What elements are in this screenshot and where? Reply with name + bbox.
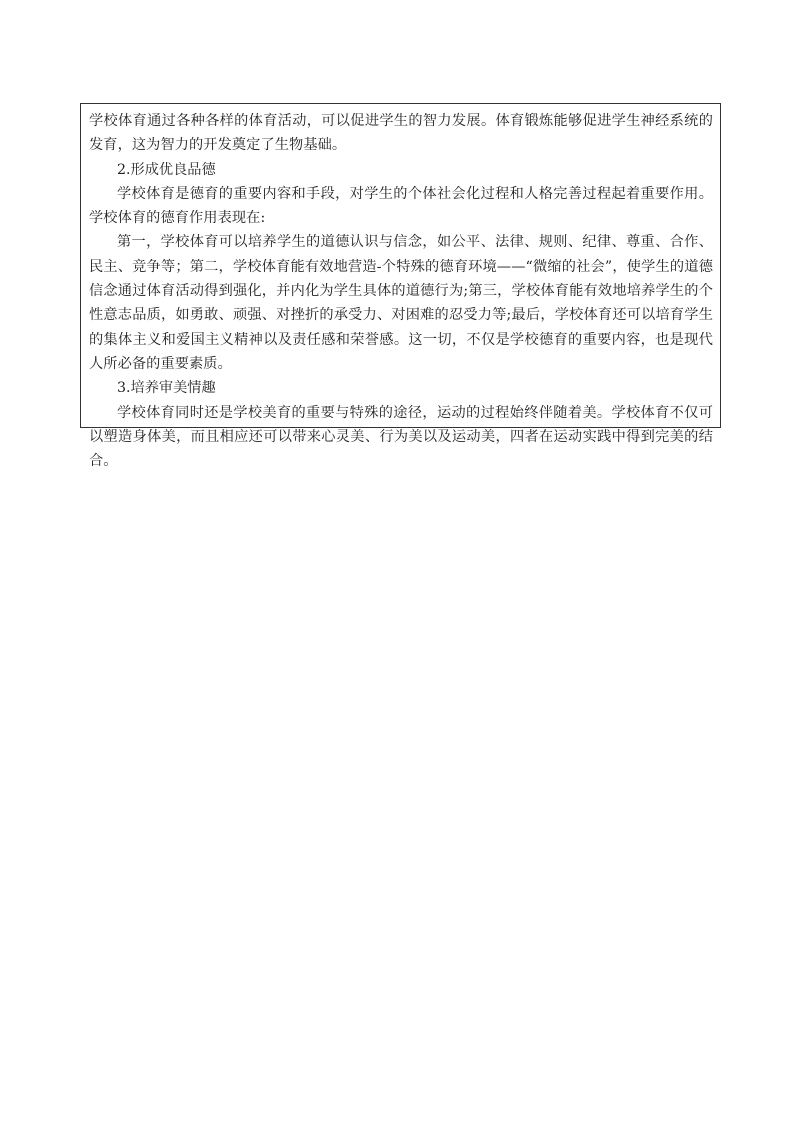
section-heading-morality: 2.形成优良品德 [117, 161, 216, 178]
paragraph-intellect: 学校体育通过各种各样的体育活动，可以促进学生的智力发展。体育锻炼能够促进学生神经系统的发育，这为智力的开发奠定了生物基础。 [89, 113, 713, 154]
text-content [89, 109, 713, 473]
text-frame [80, 103, 721, 470]
paragraph-moral-effects: 第一，学校体育可以培养学生的道德认识与信念，如公平、法律、规则、纪律、尊重、合作、民主、竞争等；第二，学校体育能有效地营造-个特殊的德育环境——“微缩的社会”，使学生的道德信念通过体育活动得到强化，并内化为学生具体的道德行为;第三，学校体育能有效地培养学生的个性意志品质，如勇敢、顽强、对挫折的承受力、对困难的忍受力等;最后，学校体育还可以培育学生的集体主义和爱国主义精神以及责任感和荣誉感。这一切，不仅是学校德育的重要内容，也是现代人所必备的重要素质。 [89, 234, 713, 372]
paragraph-aesthetic-education: 学校体育同时还是学校美育的重要与特殊的途径，运动的过程始终伴随着美。学校体育不仅可以塑造身体美，而且相应还可以带来心灵美、行为美以及运动美，四者在运动实践中得到完美的结合。 [89, 404, 713, 470]
section-heading-aesthetics: 3.培养审美情趣 [117, 380, 216, 397]
paragraph-moral-education: 学校体育是德育的重要内容和手段，对学生的个体社会化过程和人格完善过程起着重要作用。学校体育的德育作用表现在: [89, 185, 713, 227]
